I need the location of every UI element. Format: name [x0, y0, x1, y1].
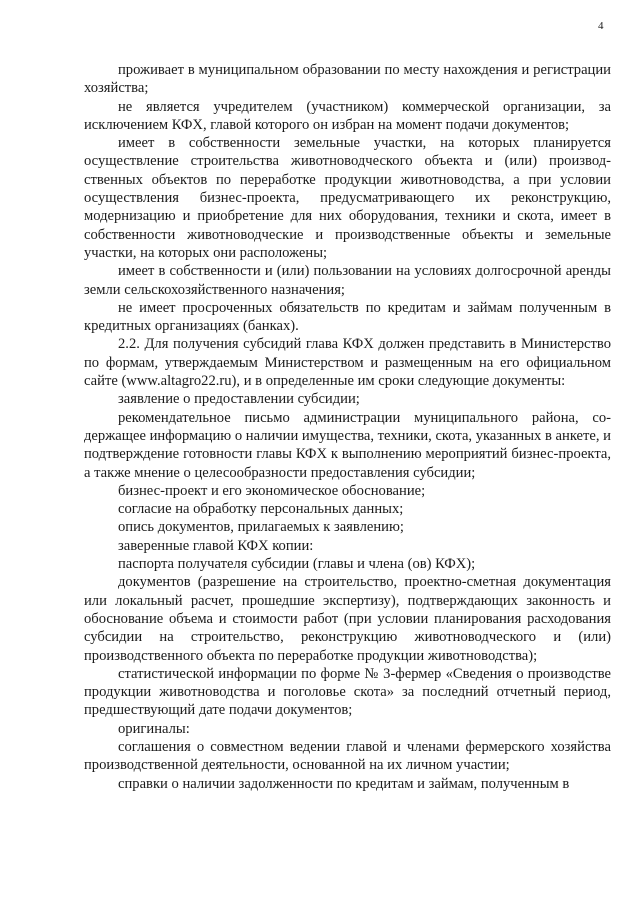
paragraph: документов (разрешение на строительство, проектно-сметная документация или локальный расчет, прошедшие экспертизу), подтверждающих законность и обоснование объема и стоимости работ (при условии планирования расходования субсидии на строительство, реконструкцию животноводческого и (или) производственного объекта по переработке продукции животноводства);: [84, 574, 611, 664]
paragraph: заявление о предоставлении субсидии;: [118, 391, 360, 408]
paragraph: справки о наличии задолженности по кредитам и займам, полученным в: [118, 775, 570, 792]
paragraph: имеет в собственности земельные участки, на которых планируется осуществление строительства животноводческого объекта и (или) производственных объектов по переработке продукции животноводства, а при условии осуществления бизнес-проекта, предусматривающего их реконструкцию, модернизацию и приобретение для них оборудования, техники и скота, имеет в собственности животноводческие и производственные объекты и земельные участки, на которых они расположены;: [84, 135, 611, 261]
paragraph: заверенные главой КФХ копии:: [118, 537, 314, 554]
paragraph: проживает в муниципальном образовании по месту нахождения и регистрации хозяйства;: [84, 62, 611, 97]
paragraph: соглашения о совместном ведении главой и членами фермерского хозяйства производственной деятельности, основанной на их личном участии;: [84, 738, 611, 774]
paragraph: паспорта получателя субсидии (главы и члена (ов) КФХ);: [118, 556, 476, 573]
paragraph: имеет в собственности и (или) пользовании на условиях долгосрочной аренды земли сельскохозяйственного назначения;: [84, 263, 611, 298]
paragraph: рекомендательное письмо администрации муниципального района, содержащее информацию о наличии имущества, техники, скота, указанных в анкете, и подтверждение готовности главы КФХ к выполнению мероприятий бизнес-проекта, а также мнение о целесообразности предоставления субсидии;: [84, 409, 611, 481]
paragraph: 2.2. Для получения субсидий глава КФХ должен представить в Министерство по формам, утверждаемым Министерством и размещенным на его официальном сайте (www.altagro22.ru), и в определенные им сроки следующие документы:: [84, 336, 611, 390]
paragraph: бизнес-проект и его экономическое обоснование;: [118, 482, 426, 499]
paragraph: не имеет просроченных обязательств по кредитам и займам полученным в кредитных организациях (банках).: [84, 299, 611, 335]
document-body: [84, 61, 611, 793]
paragraph: оригиналы:: [118, 720, 190, 737]
paragraph: не является учредителем (участником) коммерческой организации, за исключением КФХ, главой которого он избран на момент подачи документов;: [84, 98, 611, 133]
paragraph: статистической информации по форме № 3-фермер «Сведения о производстве продукции животноводства и поголовье скота» за последний отчетный период, предшествующий дате подачи документов;: [84, 665, 611, 719]
paragraph: опись документов, прилагаемых к заявлению;: [118, 519, 404, 536]
page-number: 4: [598, 20, 604, 32]
paragraph: согласие на обработку персональных данных;: [118, 501, 404, 518]
